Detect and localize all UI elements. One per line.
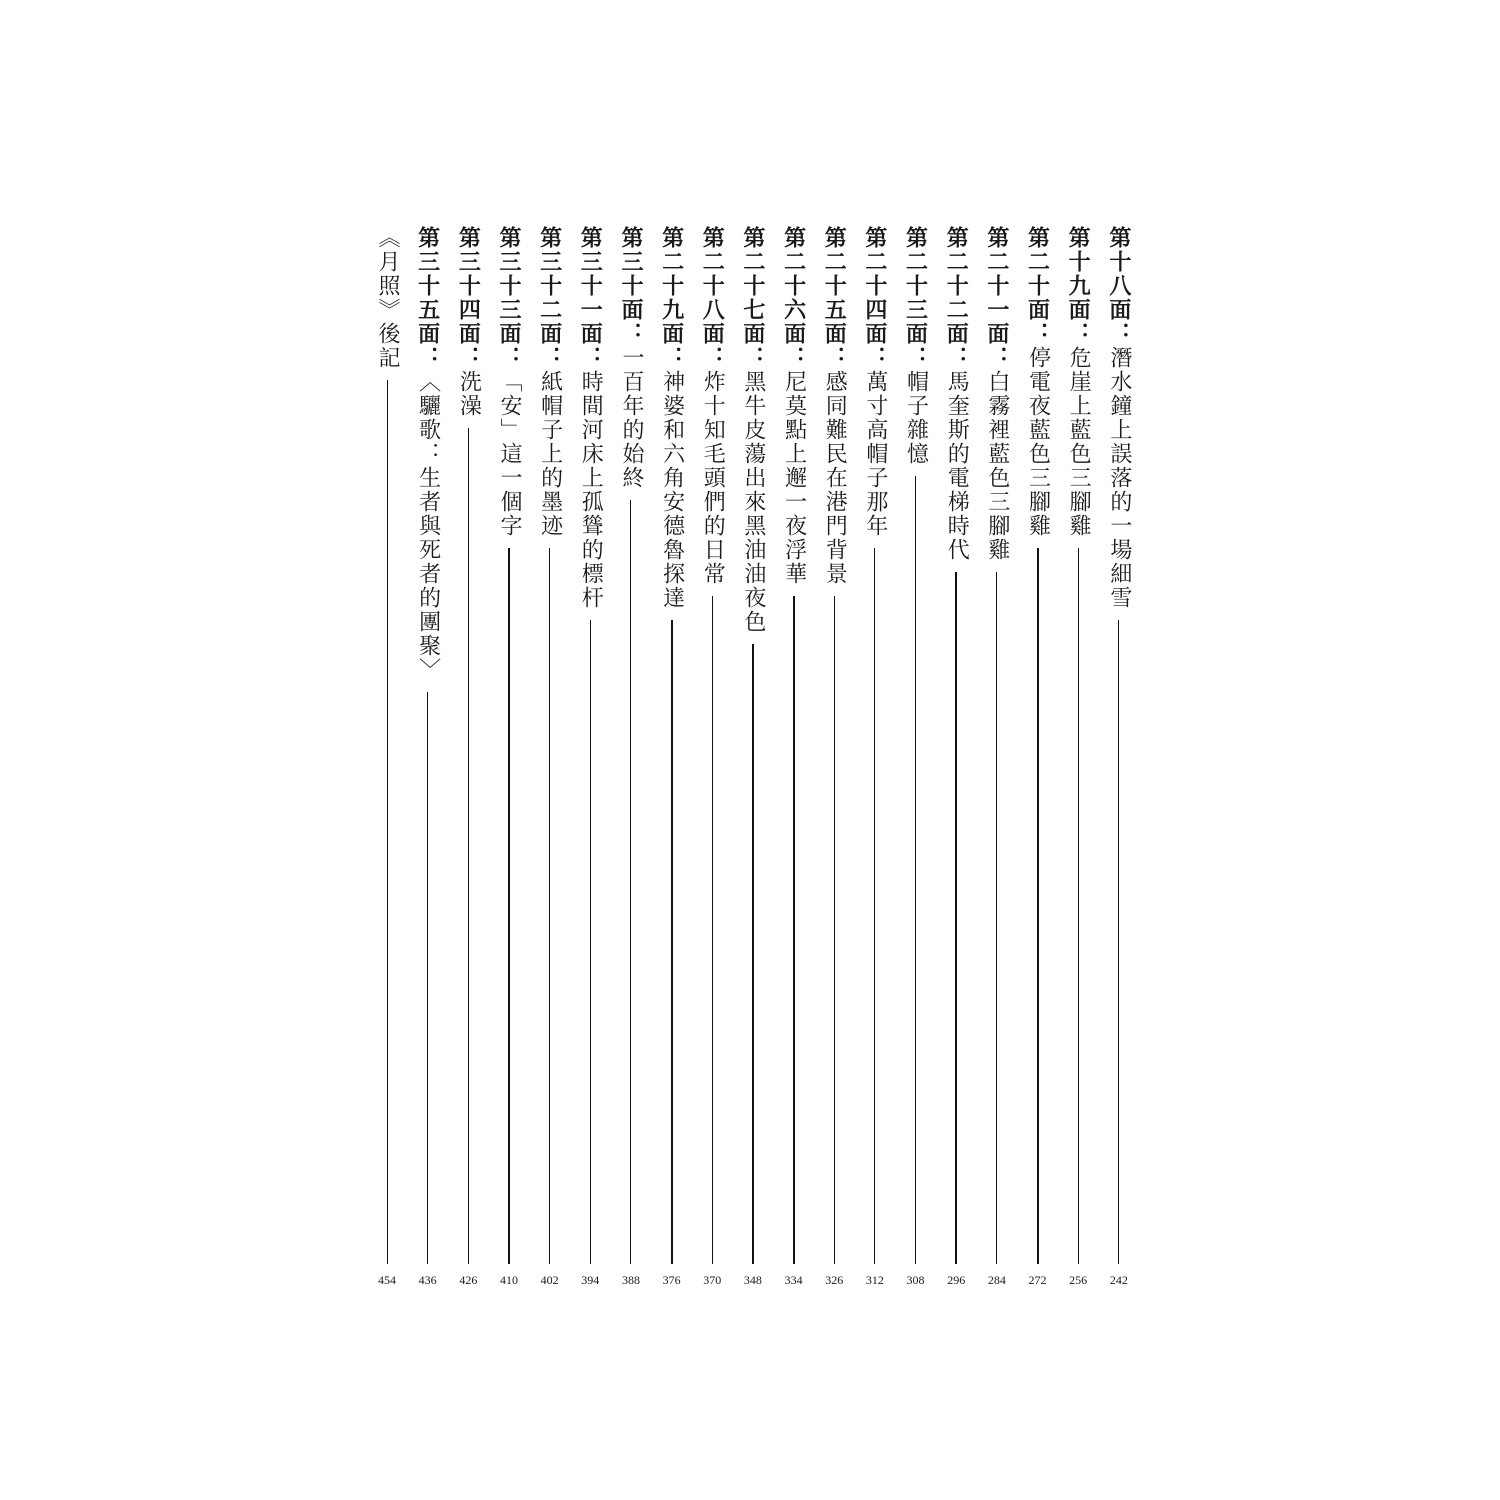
toc-entry [1100, 226, 1138, 1288]
entry-title [455, 226, 481, 418]
chapter-label: 第十八面 [1105, 226, 1132, 322]
separator: ： [577, 346, 604, 370]
entry-title [618, 226, 644, 490]
chapter-title: 黑牛皮蕩出來黑油油夜色 [740, 370, 766, 634]
entry-title [699, 226, 725, 586]
leader-line [752, 644, 754, 1264]
entry-title [537, 226, 563, 538]
chapter-label: 第二十一面 [983, 226, 1010, 346]
separator: ： [1065, 322, 1092, 346]
page-number: 394 [581, 1273, 600, 1287]
page-number: 402 [540, 1273, 559, 1287]
chapter-label: 第三十面 [617, 226, 644, 322]
page-number: 296 [947, 1273, 966, 1287]
page-number: 436 [418, 1273, 437, 1287]
page-number: 426 [459, 1273, 478, 1287]
toc-entry [571, 226, 609, 1288]
chapter-title: 《月照》後記 [375, 226, 400, 370]
leader-line [915, 476, 916, 1264]
separator: ： [414, 346, 441, 370]
page-number: 308 [906, 1273, 925, 1287]
chapter-label: 第二十八面 [699, 226, 726, 346]
leader-line [427, 692, 428, 1264]
leader-line [1037, 548, 1039, 1264]
chapter-label: 第二十七面 [739, 226, 766, 346]
toc-entry [368, 226, 406, 1288]
entry-title [1065, 226, 1091, 538]
leader-line [468, 428, 469, 1264]
separator: ： [739, 346, 766, 370]
entry-title [821, 226, 847, 586]
page-number: 284 [987, 1273, 1006, 1287]
chapter-title: 炸十知毛頭們的日常 [700, 370, 726, 586]
leader-line [549, 548, 550, 1264]
leader-line [1118, 620, 1119, 1264]
page-number: 370 [703, 1273, 722, 1287]
separator: ： [821, 346, 848, 370]
page-number: 242 [1109, 1273, 1128, 1287]
chapter-title: 時間河床上孤聳的標杆 [578, 370, 604, 610]
chapter-title: 神婆和六角安德魯探達 [659, 370, 685, 610]
leader-line [1078, 548, 1079, 1264]
chapter-title: 帽子雜憶 [903, 370, 929, 466]
toc-entry [693, 226, 731, 1288]
entry-title [1025, 226, 1051, 538]
leader-line [630, 500, 631, 1264]
chapter-label: 第三十五面 [414, 226, 441, 346]
separator: ： [780, 346, 807, 370]
leader-line [834, 596, 835, 1264]
leader-line [955, 572, 957, 1264]
chapter-label: 第二十四面 [861, 226, 888, 346]
leader-line [387, 380, 388, 1264]
chapter-label: 第二十二面 [943, 226, 970, 346]
entry-title [740, 226, 766, 634]
leader-line [508, 548, 510, 1264]
chapter-title: 白霧裡藍色三腳雞 [984, 370, 1010, 562]
page-number: 376 [662, 1273, 681, 1287]
separator: ： [1105, 322, 1132, 346]
entry-title [984, 226, 1010, 562]
toc-entry [937, 226, 975, 1288]
toc-entry [612, 226, 650, 1288]
chapter-title: 洗澡 [456, 370, 482, 418]
page-number: 454 [378, 1273, 396, 1287]
page-number: 388 [621, 1273, 640, 1287]
chapter-label: 第二十五面 [821, 226, 848, 346]
chapter-title: 一百年的始終 [618, 346, 644, 490]
page-number: 348 [743, 1273, 762, 1287]
entry-title [659, 226, 685, 610]
toc-entry [734, 226, 772, 1288]
separator: ： [658, 346, 685, 370]
chapter-title: 紙帽子上的墨迹 [537, 370, 563, 538]
entry-title [415, 226, 441, 682]
toc-entry [1059, 226, 1097, 1288]
chapter-title: 〈驪歌：生者與死者的團聚〉 [415, 370, 441, 682]
page-number: 334 [784, 1273, 803, 1287]
leader-line [793, 596, 795, 1264]
toc-entry [1019, 226, 1057, 1288]
leader-line [671, 620, 673, 1264]
chapter-title: 停電夜藍色三腳雞 [1025, 346, 1051, 538]
chapter-title: 感同難民在港門背景 [822, 370, 848, 586]
separator: ： [983, 346, 1010, 370]
entry-title [943, 226, 969, 562]
toc-entry [490, 226, 528, 1288]
chapter-label: 第三十三面 [495, 226, 522, 346]
chapter-label: 第三十四面 [455, 226, 482, 346]
page-number: 272 [1028, 1273, 1047, 1287]
separator: ： [699, 346, 726, 370]
toc-entry [775, 226, 813, 1288]
chapter-label: 第二十面 [1024, 226, 1051, 322]
entry-title [577, 226, 603, 610]
separator: ： [861, 346, 888, 370]
chapter-title: 「安」這一個字 [496, 370, 522, 538]
chapter-label: 第十九面 [1065, 226, 1092, 322]
entry-title [374, 226, 400, 370]
chapter-title: 尼莫點上邂一夜浮華 [781, 370, 807, 586]
separator: ： [617, 322, 644, 346]
leader-line [874, 548, 875, 1264]
toc-entry [449, 226, 487, 1288]
chapter-title: 潛水鐘上誤落的一場細雪 [1106, 346, 1132, 610]
page-number: 326 [825, 1273, 844, 1287]
chapter-label: 第二十六面 [780, 226, 807, 346]
toc-entry [409, 226, 447, 1288]
separator: ： [902, 346, 929, 370]
separator: ： [495, 346, 522, 370]
leader-line [996, 572, 997, 1264]
page-number: 410 [499, 1273, 518, 1287]
chapter-label: 第二十三面 [902, 226, 929, 346]
page-number: 256 [1069, 1273, 1088, 1287]
leader-line [712, 596, 713, 1264]
chapter-label: 第三十一面 [577, 226, 604, 346]
toc-entry [815, 226, 853, 1288]
leader-line [590, 620, 591, 1264]
table-of-contents [368, 226, 1138, 1288]
chapter-label: 第二十九面 [658, 226, 685, 346]
separator: ： [1024, 322, 1051, 346]
toc-entry [531, 226, 569, 1288]
entry-title [1106, 226, 1132, 610]
separator: ： [455, 346, 482, 370]
toc-entry [897, 226, 935, 1288]
chapter-title: 危崖上藍色三腳雞 [1066, 346, 1092, 538]
separator: ： [536, 346, 563, 370]
toc-entry [978, 226, 1016, 1288]
toc-entry [856, 226, 894, 1288]
chapter-title: 馬奎斯的電梯時代 [944, 370, 970, 562]
toc-entry [653, 226, 691, 1288]
separator: ： [943, 346, 970, 370]
entry-title [862, 226, 888, 538]
chapter-title: 萬寸高帽子那年 [862, 370, 888, 538]
chapter-label: 第三十二面 [536, 226, 563, 346]
entry-title [781, 226, 807, 586]
entry-title [903, 226, 929, 466]
page-number: 312 [865, 1273, 884, 1287]
entry-title [496, 226, 522, 538]
